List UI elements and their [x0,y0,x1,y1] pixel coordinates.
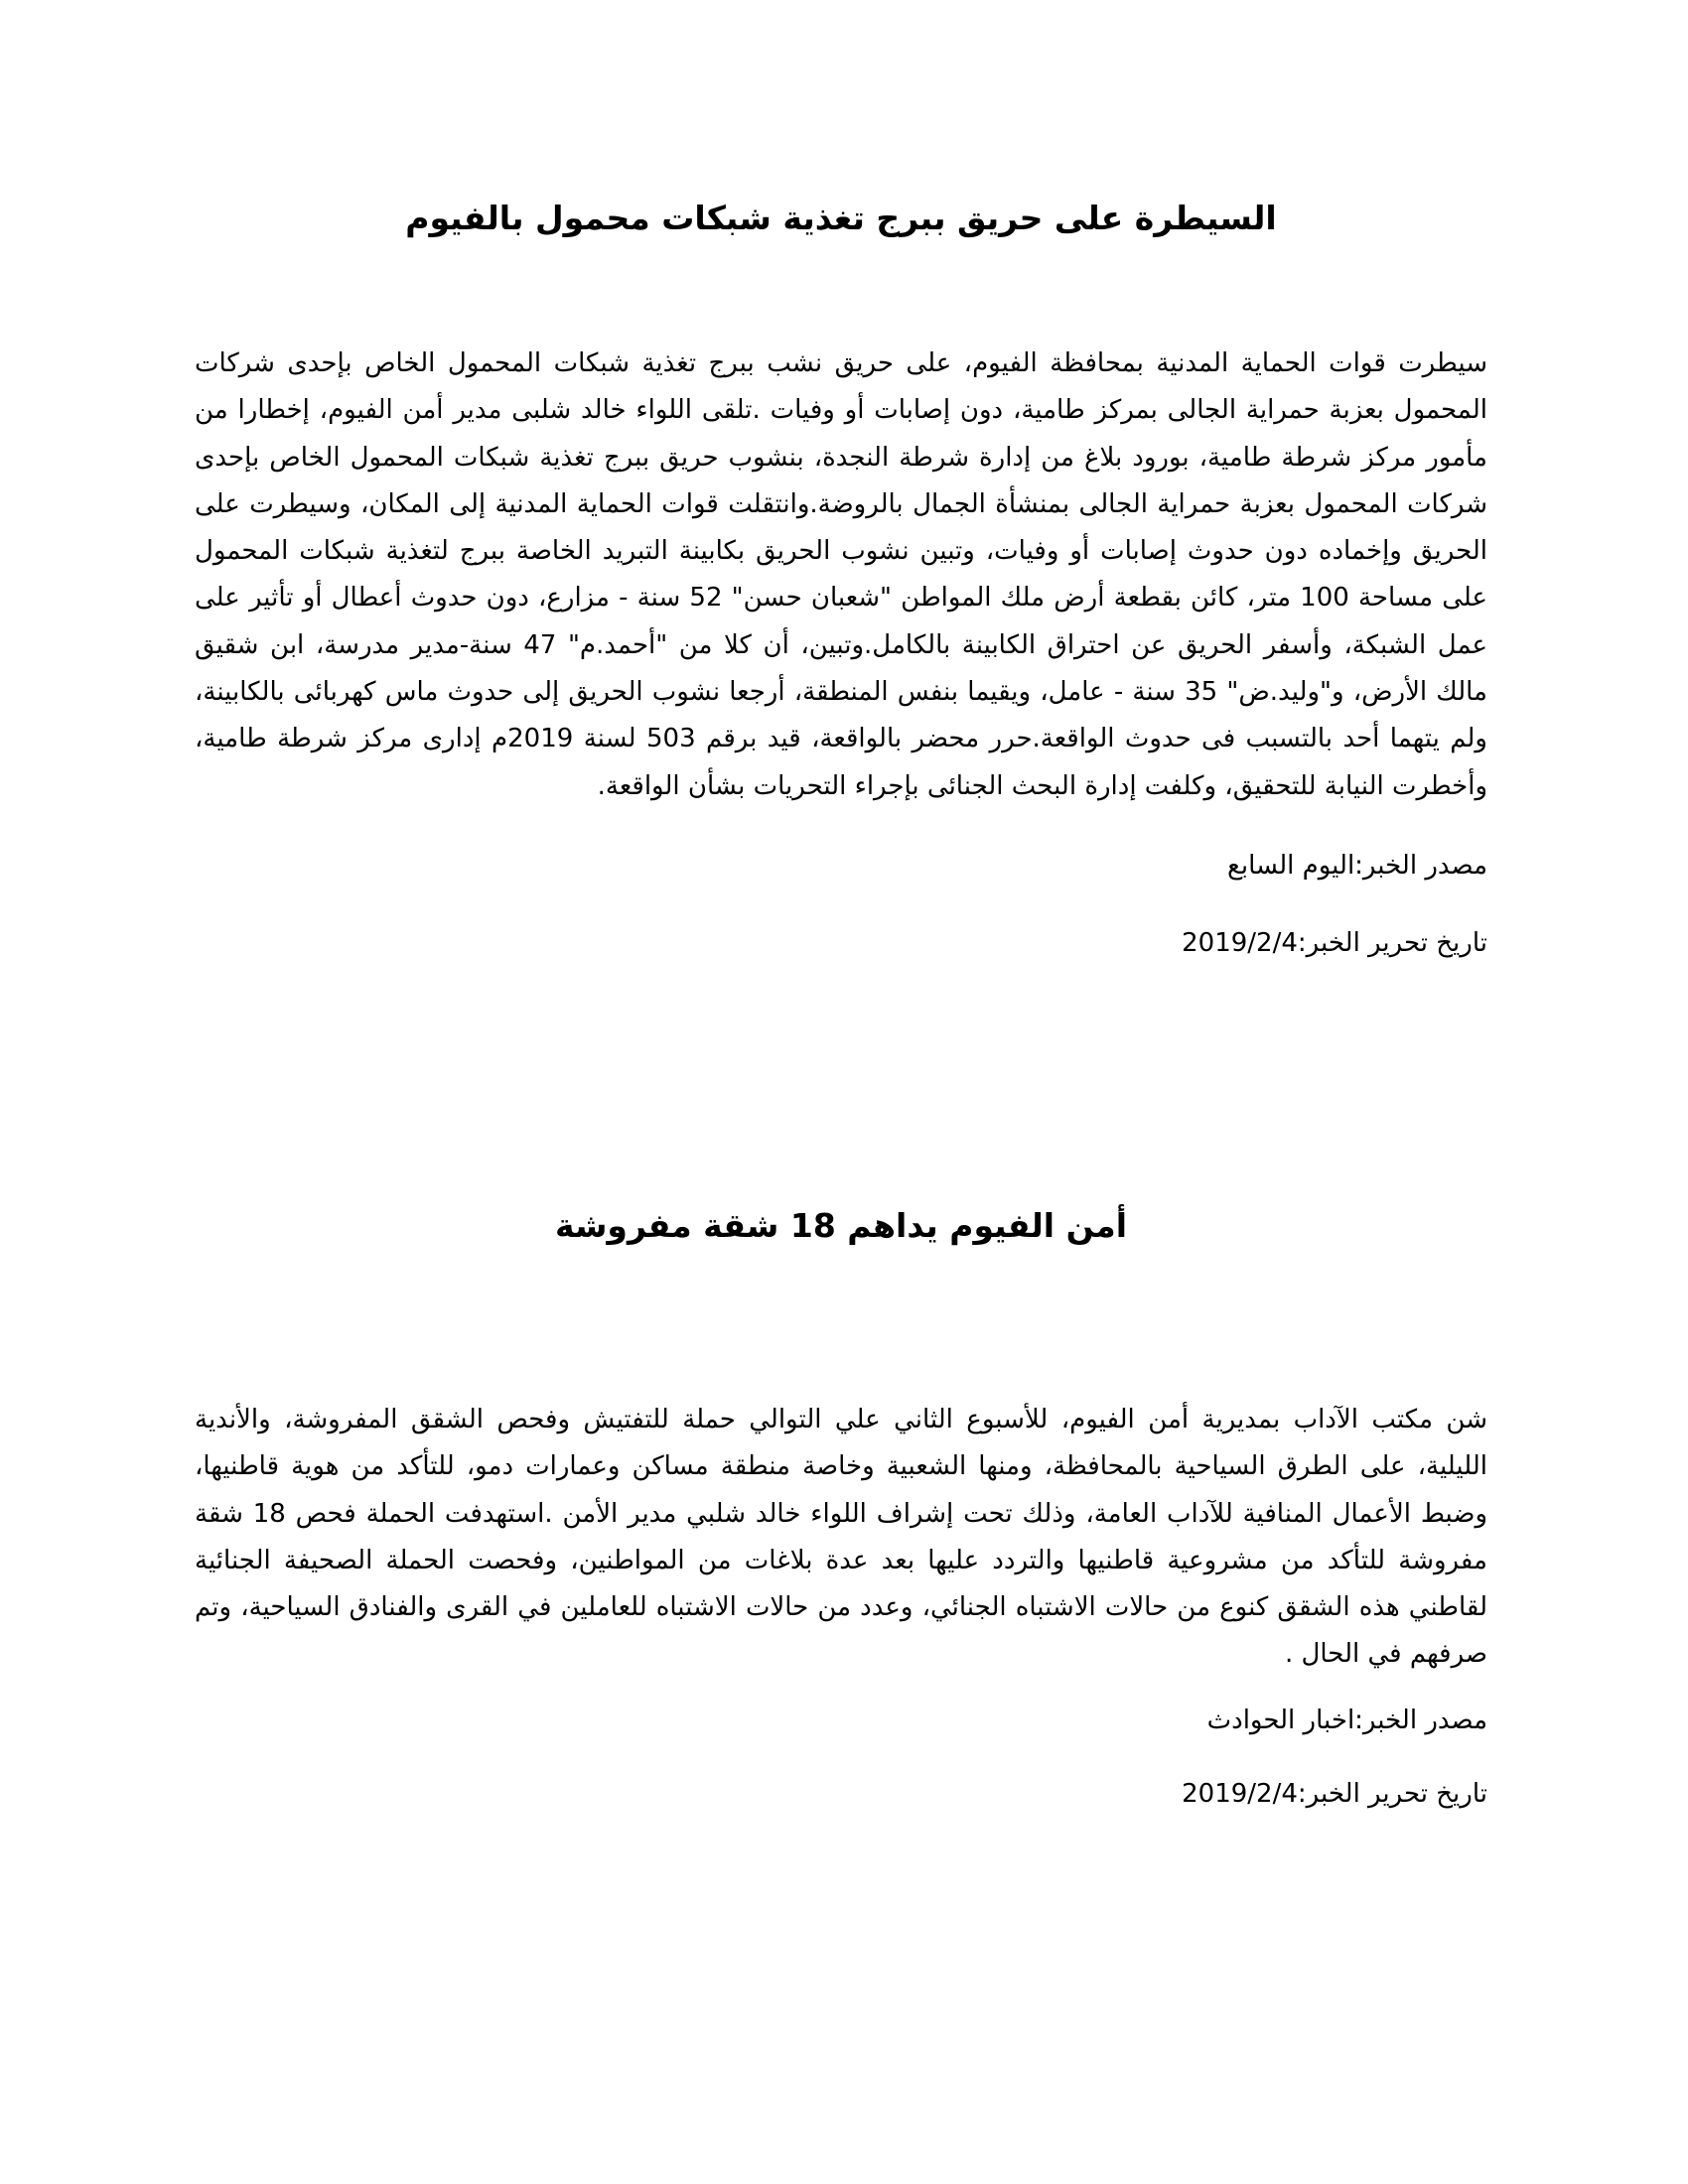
article-date [195,1774,1487,1814]
article-source [195,846,1487,886]
date-label: تاريخ تحرير الخبر: [1297,1778,1487,1809]
source-label: مصدر الخبر: [1354,850,1487,881]
date-label: تاريخ تحرير الخبر: [1297,927,1487,958]
article-body: شن مكتب الآداب بمديرية أمن الفيوم، للأسبوع الثاني علي التوالي حملة للتفتيش وفحص الشقق المفروشة، والأندية الليلية، على الطرق السياحية بالمحافظة، ومنها الشعبية وخاصة منطقة مساكن وعمارات دمو، للتأكد من هوية قاطنيها، وضبط الأعمال المنافية للآداب العامة، وذلك تحت إشراف اللواء خالد شلبي مدير الأمن .استهدفت الحملة فحص 18 شقة مفروشة للتأكد من مشروعية قاطنيها والتردد عليها بعد عدة بلاغات من المواطنين، وفحصت الحملة الصحيفة الجنائية لقاطني هذه الشقق كنوع من حالات الاشتباه الجنائي، وعدد من حالات الاشتباه للعاملين في القرى والفنادق السياحية، وتم صرفهم في الحال . [195,1405,1487,1670]
article-headline: السيطرة على حريق ببرج تغذية شبكات محمول بالفيوم [405,199,1277,237]
date-value: 2019/2/4 [1182,927,1298,958]
source-value: اخبار الحوادث [1206,1705,1355,1735]
date-value: 2019/2/4 [1182,1778,1298,1809]
article-body: سيطرت قوات الحماية المدنية بمحافظة الفيوم، على حريق نشب ببرج تغذية شبكات المحمول الخاص بإحدى شركات المحمول بعزبة حمراية الجالى بمركز طامية، دون إصابات أو وفيات .تلقى اللواء خالد شلبى مدير أمن الفيوم، إخطارا من مأمور مركز شرطة طامية، بورود بلاغ من إدارة شرطة النجدة، بنشوب حريق ببرج تغذية شبكات المحمول الخاص بإحدى شركات المحمول بعزبة حمراية الجالى بمنشأة الجمال بالروضة.وانتقلت قوات الحماية المدنية إلى المكان، وسيطرت على الحريق وإخماده دون حدوث إصابات أو وفيات، وتبين نشوب الحريق بكابينة التبريد الخاصة ببرج لتغذية شبكات المحمول على مساحة 100 متر، كائن بقطعة أرض ملك المواطن "شعبان حسن" 52 سنة - مزارع، دون حدوث أعطال أو تأثير على عمل الشبكة، وأسفر الحريق عن احتراق الكابينة بالكامل.وتبين، أن كلا من "أحمد.م" 47 سنة-مدير مدرسة، ابن شقيق مالك الأرض، و"وليد.ض" 35 سنة - عامل، ويقيما بنفس المنطقة، أرجعا نشوب الحريق إلى حدوث ماس كهربائى بالكابينة، ولم يتهما أحد بالتسبب فى حدوث الواقعة.حرر محضر بالواقعة، قيد برقم 503 لسنة 2019م إدارى مركز شرطة طامية، وأخطرت النيابة للتحقيق، وكلفت إدارة البحث الجنائى بإجراء التحريات بشأن الواقعة. [195,348,1487,801]
news-article [195,189,1487,963]
news-article [195,1196,1487,1814]
article-date [195,923,1487,963]
article-headline: أمن الفيوم يداهم 18 شقة مفروشة [554,1206,1128,1245]
source-value: اليوم السابع [1227,850,1355,881]
article-source [195,1701,1487,1740]
source-label: مصدر الخبر: [1354,1705,1487,1735]
